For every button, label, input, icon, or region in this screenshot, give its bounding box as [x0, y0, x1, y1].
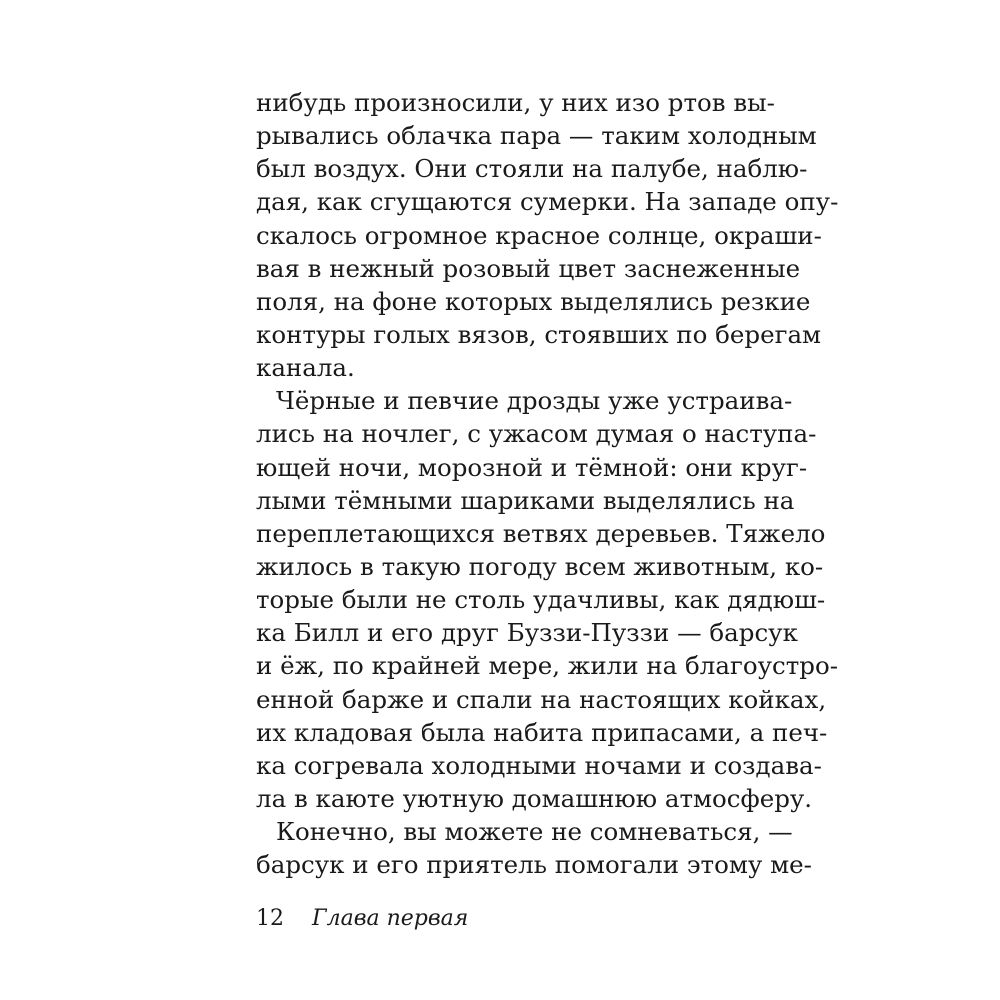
text-line: торые были не столь удачливы, как дядюш-: [256, 585, 826, 615]
text-line: и ёж, по крайней мере, жили на благоустро-: [256, 651, 838, 681]
text-line: лись на ночлег, с ужасом думая о наступа-: [256, 419, 817, 449]
page-number: 12: [256, 906, 284, 931]
text-line: переплетающихся ветвях деревьев. Тяжело: [256, 518, 826, 548]
text-line: барсук и его приятель помогали этому ме-: [256, 850, 812, 880]
text-line: ка Билл и его друг Буззи-Пуззи — барсук: [256, 618, 798, 648]
text-line: Чёрные и певчие дрозды уже устраива-: [276, 386, 793, 416]
text-line: канала.: [256, 353, 355, 383]
text-line: дая, как сгущаются сумерки. На западе опу-: [256, 187, 839, 217]
text-line: енной барже и спали на настоящих койках,: [256, 684, 827, 714]
text-line: лыми тёмными шариками выделялись на: [256, 485, 795, 515]
text-line: скалось огромное красное солнце, окраши-: [256, 220, 822, 250]
running-head-chapter-title: Глава первая: [312, 906, 469, 931]
text-line: ла в каюте уютную домашнюю атмосферу.: [256, 783, 813, 813]
text-line: вая в нежный розовый цвет заснеженные: [256, 253, 801, 283]
text-line: их кладовая была набита припасами, а печ-: [256, 717, 828, 747]
body-text: [256, 86, 839, 881]
text-line: ка согревала холодными ночами и создава-: [256, 750, 822, 780]
page-footer: [256, 906, 468, 931]
text-line: жилось в такую погоду всем животным, ко-: [256, 551, 824, 581]
text-line: контуры голых вязов, стоявших по берегам: [256, 319, 822, 349]
text-line: Конечно, вы можете не сомневаться, —: [276, 817, 793, 847]
text-line: ющей ночи, морозной и тёмной: они круг-: [256, 452, 808, 482]
text-line: поля, на фоне которых выделялись резкие: [256, 286, 811, 316]
text-line: нибудь произносили, у них изо ртов вы-: [256, 88, 775, 117]
text-line: рывались облачка пара — таким холодным: [256, 121, 817, 151]
text-line: был воздух. Они стояли на палубе, наблю-: [256, 154, 808, 184]
